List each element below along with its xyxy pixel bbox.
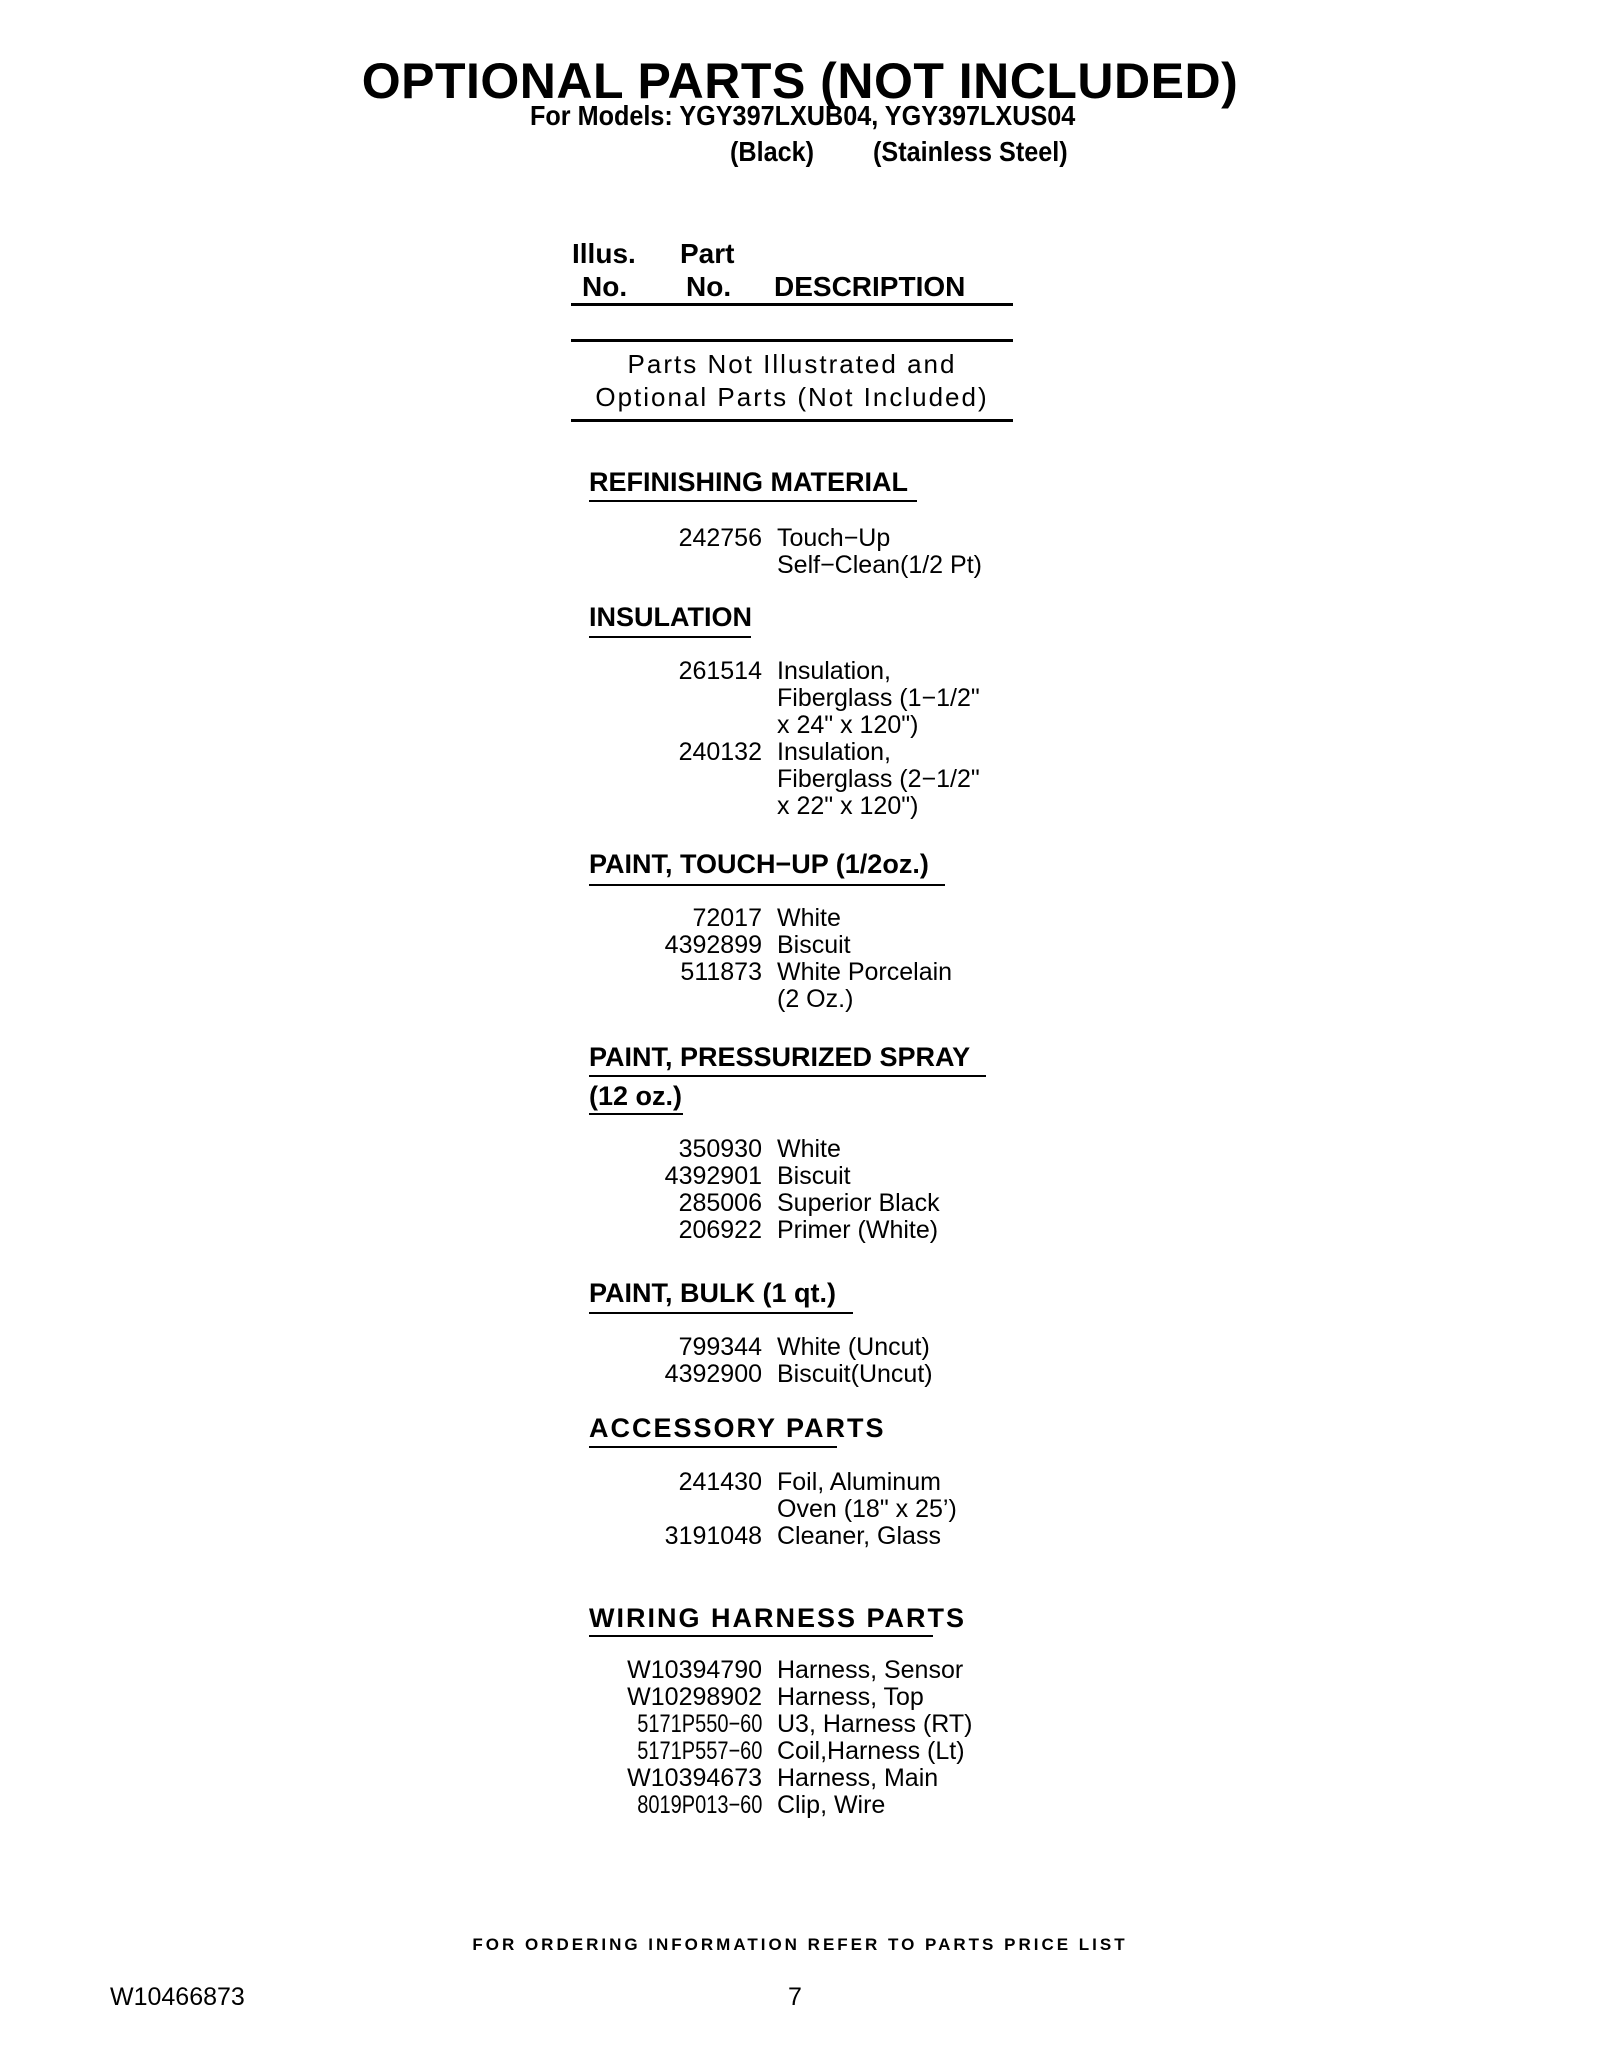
part-description: x 24" x 120"): [777, 711, 919, 739]
section-heading: ACCESSORY PARTS: [589, 1413, 886, 1443]
part-number: 4392901: [664, 1162, 762, 1190]
part-number: 511873: [680, 958, 762, 986]
part-description: Fiberglass (2−1/2": [777, 765, 980, 793]
part-description: x 22" x 120"): [777, 792, 919, 820]
part-description: Oven (18" x 25’): [777, 1495, 957, 1523]
section-heading: WIRING HARNESS PARTS: [589, 1603, 967, 1633]
part-number: W10298902: [627, 1683, 762, 1711]
section-heading-underline: [589, 636, 751, 638]
column-header-part-no: No.: [686, 271, 732, 302]
section-heading: PAINT, PRESSURIZED SPRAY: [589, 1042, 971, 1072]
part-number: 240132: [678, 738, 762, 766]
part-description: Biscuit(Uncut): [777, 1360, 933, 1388]
column-header-illus-no: No.: [582, 271, 628, 302]
part-description: White Porcelain: [777, 958, 953, 986]
part-description: U3, Harness (RT): [777, 1710, 973, 1738]
column-header-illus: Illus.: [572, 238, 636, 269]
document-id: W10466873: [110, 1983, 245, 2011]
column-header-description: DESCRIPTION: [774, 271, 966, 302]
part-number: 8019P013−60: [636, 1791, 762, 1819]
variant-stainless-label: (Stainless Steel): [873, 136, 1068, 167]
part-number: W10394790: [627, 1656, 762, 1684]
note-bottom-divider: [571, 419, 1013, 422]
section-heading: INSULATION: [589, 602, 752, 632]
part-number: 4392899: [664, 931, 762, 959]
part-number: W10394673: [627, 1764, 762, 1792]
section-heading-underline: [589, 884, 945, 886]
section-heading-underline: [589, 1446, 837, 1448]
part-number: 5171P557−60: [636, 1737, 762, 1765]
note-line-2: Optional Parts (Not Included): [595, 382, 989, 412]
section-heading-underline: [589, 1635, 933, 1637]
part-description: Foil, Aluminum: [777, 1468, 941, 1496]
part-description: Insulation,: [777, 738, 891, 766]
part-description: Harness, Main: [777, 1764, 939, 1792]
part-number: 5171P550−60: [636, 1710, 762, 1738]
section-heading-underline: [589, 1312, 853, 1314]
section-heading-underline: [589, 500, 917, 502]
note-top-divider: [571, 339, 1013, 342]
section-heading: PAINT, TOUCH−UP (1/2oz.): [589, 849, 929, 879]
models-line: For Models: YGY397LXUB04, YGY397LXUS04: [530, 100, 1076, 131]
part-number: 4392900: [664, 1360, 762, 1388]
part-number: 799344: [678, 1333, 762, 1361]
section-heading: PAINT, BULK (1 qt.): [589, 1278, 836, 1308]
part-description: White: [777, 1135, 841, 1163]
variant-black-label: (Black): [730, 136, 815, 167]
part-description: Insulation,: [777, 657, 891, 685]
part-description: White (Uncut): [777, 1333, 930, 1361]
part-description: Self−Clean(1/2 Pt): [777, 551, 982, 579]
part-number: 241430: [678, 1468, 762, 1496]
page-title: OPTIONAL PARTS (NOT INCLUDED): [361, 53, 1239, 109]
section-heading-underline: [589, 1075, 986, 1077]
section-heading-underline: [589, 1113, 683, 1115]
part-description: Superior Black: [777, 1189, 940, 1217]
part-description: Harness, Sensor: [777, 1656, 964, 1684]
part-description: Coil,Harness (Lt): [777, 1737, 965, 1765]
part-description: Clip, Wire: [777, 1791, 886, 1819]
part-description: White: [777, 904, 841, 932]
part-number: 261514: [678, 657, 762, 685]
part-description: Harness, Top: [777, 1683, 924, 1711]
section-heading-line-2: (12 oz.): [589, 1081, 683, 1111]
part-description: Biscuit: [777, 931, 851, 959]
part-description: Primer (White): [777, 1216, 939, 1244]
part-description: Cleaner, Glass: [777, 1522, 941, 1550]
note-line-1: Parts Not Illustrated and: [627, 349, 957, 379]
ordering-note: FOR ORDERING INFORMATION REFER TO PARTS PRICE LIST: [472, 1935, 1128, 1954]
part-number: 285006: [678, 1189, 762, 1217]
part-description: Biscuit: [777, 1162, 851, 1190]
column-header-part: Part: [680, 238, 735, 269]
part-description: Touch−Up: [777, 524, 891, 552]
part-number: 350930: [678, 1135, 762, 1163]
section-heading: REFINISHING MATERIAL: [589, 467, 908, 497]
part-description: (2 Oz.): [777, 985, 854, 1013]
part-number: 206922: [678, 1216, 762, 1244]
part-description: Fiberglass (1−1/2": [777, 684, 980, 712]
part-number: 72017: [692, 904, 762, 932]
part-number: 242756: [678, 524, 762, 552]
part-number: 3191048: [664, 1522, 762, 1550]
page-number: 7: [788, 1983, 802, 2011]
header-divider: [571, 303, 1013, 306]
